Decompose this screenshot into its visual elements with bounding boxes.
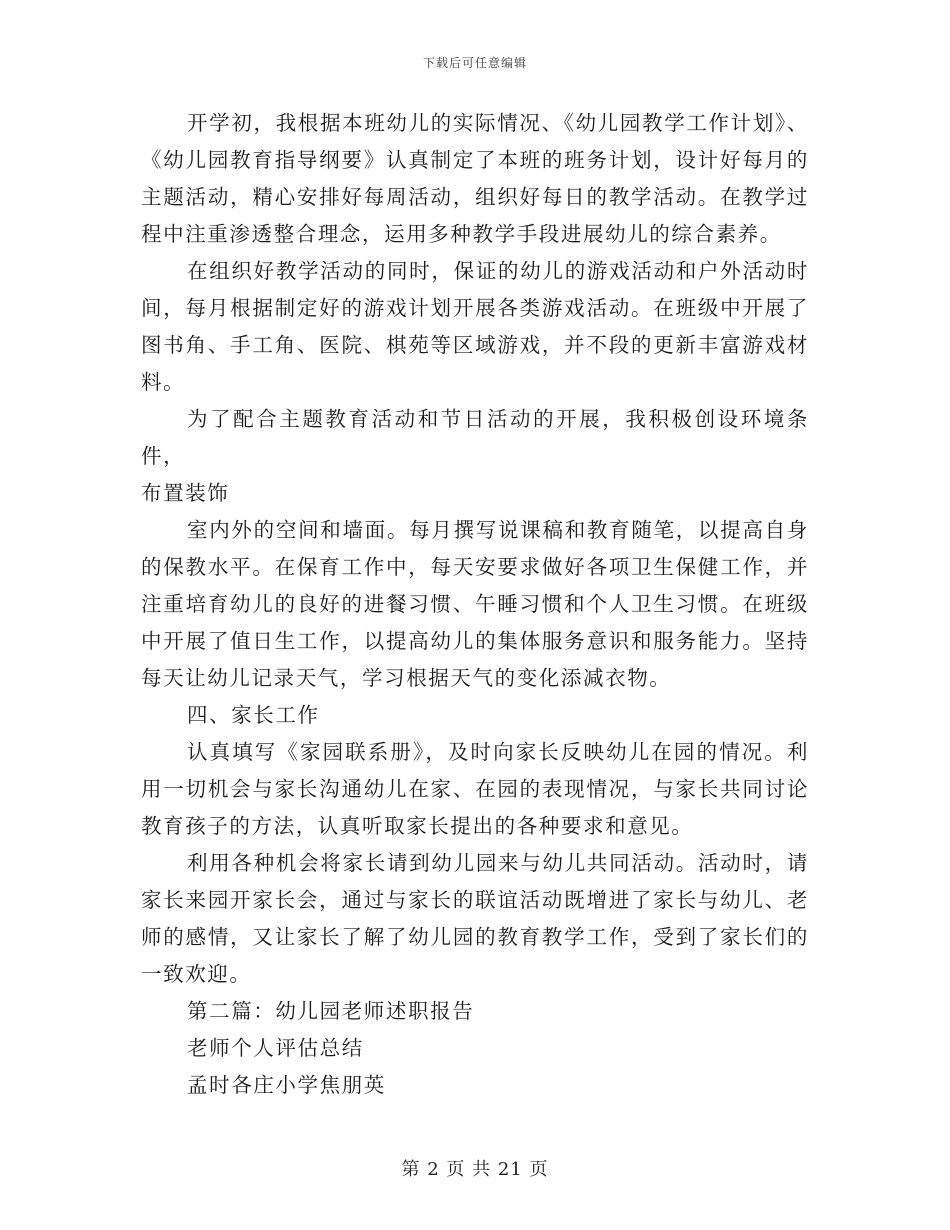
- paragraph-game-activities: 在组织好教学活动的同时，保证的幼儿的游戏活动和户外活动时间，每月根据制定好的游戏计划开展各类游戏活动。在班级中开展了图书角、手工角、医院、棋苑等区域游戏，并不段的更新丰富游戏材料。: [141, 259, 809, 394]
- page-header-note: 下载后可任意编辑: [422, 56, 527, 70]
- subheading-self-evaluation: 老师个人评估总结: [187, 1036, 364, 1060]
- paragraph-care-work: 室内外的空间和墙面。每月撰写说课稿和教育随笔，以提高自身的保教水平。在保育工作中，每天安要求做好各项卫生保健工作，并注重培育幼儿的良好的进餐习惯、午睡习惯和个人卫生习惯。在班级中开展了值日生工作，以提高幼儿的集体服务意识和服务能力。坚持每天让幼儿记录天气，学习根据天气的变化添减衣物。: [141, 518, 809, 690]
- paragraph-decoration: 布置装饰: [141, 481, 230, 505]
- section-heading-parent-work: 四、家长工作: [187, 703, 320, 727]
- author-line: 孟时各庄小学焦朋英: [187, 1073, 386, 1097]
- paragraph-contact-book: 认真填写《家园联系册》，及时向家长反映幼儿在园的情况。利用一切机会与家长沟通幼儿在家、在园的表现情况，与家长共同讨论教育孩子的方法，认真听取家长提出的各种要求和意见。: [141, 740, 809, 838]
- page-number-footer: 第 2 页 共 21 页: [401, 1159, 549, 1180]
- paragraph-teaching-plan: 开学初，我根据本班幼儿的实际情况、《幼儿园教学工作计划》、《幼儿园教育指导纲要》认真制定了本班的班务计划，设计好每月的主题活动，精心安排好每周活动，组织好每日的教学活动。在教学过程中注重渗透整合理念，运用多种教学手段进展幼儿的综合素养。: [141, 111, 809, 246]
- section-heading-part-two: 第二篇：幼儿园老师述职报告: [187, 999, 475, 1023]
- document-body: [141, 105, 809, 1104]
- paragraph-environment: 为了配合主题教育活动和节日活动的开展，我积极创设环境条件，: [141, 407, 809, 468]
- paragraph-parent-activities: 利用各种机会将家长请到幼儿园来与幼儿共同活动。活动时，请家长来园开家长会，通过与家长的联谊活动既增进了家长与幼儿、老师的感情，又让家长了解了幼儿园的教育教学工作，受到了家长们的一致欢迎。: [141, 851, 809, 986]
